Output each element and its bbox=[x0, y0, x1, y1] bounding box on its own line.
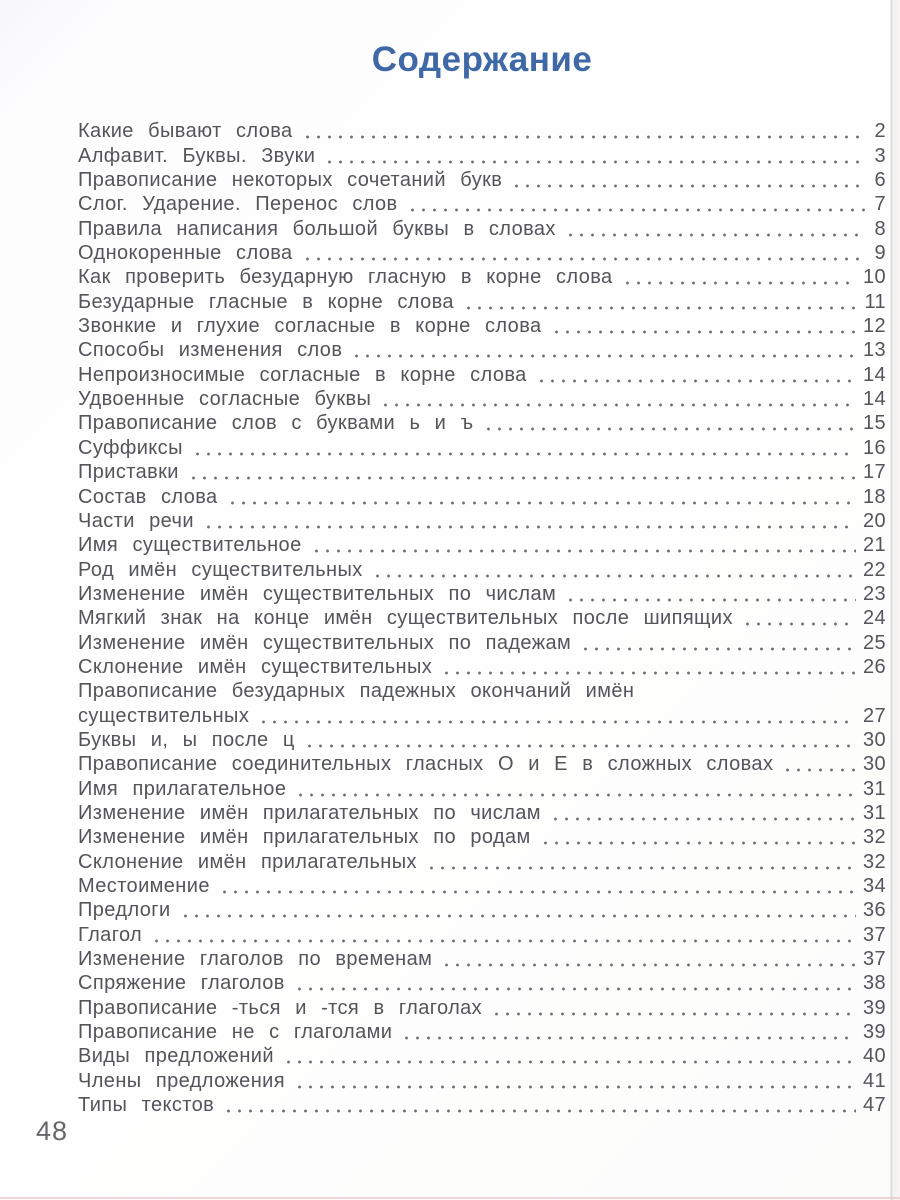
toc-entry-title: Имя существительное bbox=[78, 534, 302, 557]
toc-entry-page: 37 bbox=[862, 948, 886, 971]
toc-entry-title: Правописание соединительных гласных О и Е в сложных словах bbox=[78, 753, 774, 776]
toc-entry-title: Алфавит. Буквы. Звуки bbox=[78, 144, 316, 167]
toc-leader-dots bbox=[258, 720, 856, 724]
toc-leader-dots bbox=[483, 427, 856, 431]
toc-entry bbox=[78, 411, 886, 435]
toc-entry-page: 47 bbox=[862, 1094, 886, 1117]
toc-entry-title: Правила написания большой буквы в словах bbox=[78, 217, 556, 240]
toc-entry bbox=[78, 533, 886, 557]
toc-entry bbox=[78, 679, 886, 703]
toc-leader-dots bbox=[223, 1109, 856, 1113]
toc-leader-dots bbox=[192, 452, 856, 456]
toc-entry bbox=[78, 703, 886, 727]
toc-entry-title: Удвоенные согласные буквы bbox=[78, 388, 372, 411]
toc-entry-title: Какие бывают слова bbox=[78, 120, 293, 143]
toc-entry-title: Местоимение bbox=[78, 875, 210, 897]
toc-leader-dots bbox=[463, 306, 858, 310]
toc-leader-dots bbox=[565, 598, 856, 602]
toc-entry-title: Буквы и, ы после ц bbox=[78, 728, 295, 751]
toc-entry-page: 25 bbox=[862, 631, 886, 654]
toc-entry bbox=[78, 971, 886, 995]
toc-entry bbox=[78, 119, 886, 143]
toc-entry bbox=[78, 168, 886, 192]
toc-leader-dots bbox=[180, 914, 856, 918]
toc-leader-dots bbox=[203, 525, 856, 529]
toc-entry-page: 11 bbox=[864, 290, 886, 313]
toc-entry-title: Имя прилагательное bbox=[78, 777, 287, 800]
toc-entry-title: Изменение имён существительных по числам bbox=[78, 582, 557, 605]
toc-leader-dots bbox=[380, 403, 856, 407]
page-title: Содержание bbox=[371, 40, 593, 79]
toc-entry bbox=[78, 752, 886, 776]
toc-entry-page: 39 bbox=[862, 1021, 886, 1044]
toc-leader-dots bbox=[782, 768, 856, 772]
toc-entry-page: 20 bbox=[862, 509, 886, 532]
toc-entry bbox=[78, 338, 886, 362]
toc-list bbox=[78, 119, 886, 1117]
toc-entry-title: Типы текстов bbox=[78, 1094, 215, 1117]
toc-entry-page: 9 bbox=[874, 242, 886, 265]
toc-entry-title: Спряжение глаголов bbox=[78, 972, 285, 995]
page-edge-shadow bbox=[890, 0, 900, 1200]
toc-entry bbox=[78, 898, 886, 922]
toc-entry-page: 3 bbox=[874, 144, 886, 167]
toc-leader-dots bbox=[401, 1036, 856, 1040]
toc-entry-title: Состав слова bbox=[78, 485, 218, 508]
toc-leader-dots bbox=[540, 841, 856, 845]
toc-leader-dots bbox=[407, 208, 865, 212]
toc-entry-title: Склонение имён прилагательных bbox=[78, 850, 417, 873]
toc-entry-page: 2 bbox=[874, 120, 886, 143]
toc-entry-title: Изменение имён прилагательных по числам bbox=[78, 801, 541, 824]
toc-leader-dots bbox=[580, 647, 856, 651]
toc-entry-title: Члены предложения bbox=[78, 1069, 285, 1092]
toc-entry-page: 22 bbox=[862, 558, 886, 581]
toc-entry-page: 31 bbox=[862, 801, 886, 824]
toc-entry bbox=[78, 314, 886, 338]
toc-leader-dots bbox=[536, 379, 856, 383]
toc-entry bbox=[78, 265, 886, 289]
page-number: 48 bbox=[36, 1116, 69, 1146]
toc-entry bbox=[78, 289, 886, 313]
toc-entry-title: Безударные гласные в корне слова bbox=[78, 290, 454, 313]
toc-entry-page: 6 bbox=[874, 169, 886, 192]
toc-entry-page: 13 bbox=[862, 339, 886, 362]
toc-entry-title: Приставки bbox=[78, 461, 179, 484]
toc-leader-dots bbox=[441, 963, 856, 967]
toc-entry-title: существительных bbox=[78, 704, 250, 727]
toc-entry-page: 30 bbox=[862, 753, 886, 776]
toc-entry bbox=[78, 1093, 886, 1117]
toc-leader-dots bbox=[188, 476, 856, 480]
toc-entry bbox=[78, 484, 886, 508]
toc-entry-page: 21 bbox=[862, 534, 886, 557]
toc-entry bbox=[78, 1020, 886, 1044]
toc-leader-dots bbox=[622, 281, 856, 285]
toc-entry-page: 24 bbox=[862, 607, 886, 630]
toc-entry-title: Склонение имён существительных bbox=[78, 655, 433, 678]
toc-entry-page: 30 bbox=[862, 728, 886, 751]
toc-entry bbox=[78, 241, 886, 265]
toc-entry-page: 38 bbox=[862, 972, 886, 995]
toc-leader-dots bbox=[511, 184, 865, 188]
toc-entry bbox=[78, 192, 886, 216]
toc-entry-page: 23 bbox=[862, 582, 886, 605]
toc-entry bbox=[78, 387, 886, 411]
toc-entry-page: 37 bbox=[862, 923, 886, 946]
toc-leader-dots bbox=[351, 354, 856, 358]
toc-leader-dots bbox=[304, 744, 856, 748]
toc-entry-page: 36 bbox=[862, 899, 886, 922]
toc-entry-title: Непроизносимые согласные в корне слова bbox=[78, 363, 527, 386]
toc-leader-dots bbox=[551, 330, 856, 334]
toc-entry bbox=[78, 922, 886, 946]
toc-leader-dots bbox=[302, 135, 865, 139]
toc-entry bbox=[78, 1044, 886, 1068]
toc-entry bbox=[78, 947, 886, 971]
toc-entry-title: Суффиксы bbox=[78, 436, 183, 459]
toc-entry bbox=[78, 849, 886, 873]
toc-entry bbox=[78, 606, 886, 630]
toc-entry-title: Предлоги bbox=[78, 899, 171, 922]
toc-leader-dots bbox=[151, 939, 856, 943]
toc-entry-title: Правописание -ться и -тся в глаголах bbox=[78, 996, 483, 1019]
toc-entry-page: 16 bbox=[862, 436, 886, 459]
toc-entry-page: 10 bbox=[862, 266, 886, 289]
toc-entry-title: Однокоренные слова bbox=[78, 242, 293, 265]
toc-entry bbox=[78, 216, 886, 240]
toc-entry-title: Изменение имён прилагательных по родам bbox=[78, 826, 531, 849]
toc-entry-title: Правописание слов с буквами ь и ъ bbox=[78, 412, 474, 435]
toc-entry-page: 17 bbox=[862, 461, 886, 484]
toc-entry-page: 39 bbox=[862, 996, 886, 1019]
toc-entry bbox=[78, 460, 886, 484]
toc-leader-dots bbox=[227, 501, 856, 505]
toc-entry-page: 14 bbox=[862, 363, 886, 386]
toc-leader-dots bbox=[294, 1085, 856, 1089]
toc-entry bbox=[78, 776, 886, 800]
toc-entry-page: 7 bbox=[874, 193, 886, 216]
toc-entry bbox=[78, 582, 886, 606]
toc-entry-title: Изменение глаголов по временам bbox=[78, 948, 433, 971]
toc-entry-page: 14 bbox=[862, 388, 886, 411]
toc-entry bbox=[78, 435, 886, 459]
toc-entry-page: 41 bbox=[862, 1069, 886, 1092]
toc-entry-page: 32 bbox=[862, 850, 886, 873]
toc-entry bbox=[78, 557, 886, 581]
toc-entry-page: 15 bbox=[862, 412, 886, 435]
toc-entry-page: 27 bbox=[862, 704, 886, 727]
toc-entry bbox=[78, 509, 886, 533]
toc-leader-dots bbox=[295, 793, 856, 797]
toc-entry bbox=[78, 995, 886, 1019]
toc-leader-dots bbox=[324, 160, 865, 164]
toc-entry-page: 34 bbox=[862, 875, 886, 897]
toc-entry-title: Звонкие и глухие согласные в корне слова bbox=[78, 315, 542, 338]
toc-entry bbox=[78, 825, 886, 849]
toc-entry-page: 31 bbox=[862, 777, 886, 800]
toc-entry bbox=[78, 630, 886, 654]
toc-leader-dots bbox=[283, 1060, 856, 1064]
toc-entry-title: Глагол bbox=[78, 923, 143, 946]
toc-entry-title: Правописание безударных падежных окончаний имён bbox=[78, 680, 635, 703]
toc-entry-title: Виды предложений bbox=[78, 1045, 274, 1068]
toc-leader-dots bbox=[294, 987, 856, 991]
scan-edge-line bbox=[0, 1197, 900, 1199]
toc-entry bbox=[78, 874, 886, 898]
toc-leader-dots bbox=[219, 890, 856, 894]
toc-leader-dots bbox=[311, 549, 856, 553]
toc-leader-dots bbox=[302, 257, 865, 261]
toc-leader-dots bbox=[565, 233, 865, 237]
toc-leader-dots bbox=[550, 817, 856, 821]
toc-leader-dots bbox=[491, 1012, 856, 1016]
toc-leader-dots bbox=[372, 574, 856, 578]
toc-entry-page: 40 bbox=[862, 1045, 886, 1068]
toc-entry bbox=[78, 655, 886, 679]
toc-entry-title: Правописание не с глаголами bbox=[78, 1021, 393, 1044]
toc-entry-title: Как проверить безударную гласную в корне слова bbox=[78, 266, 613, 289]
toc-entry bbox=[78, 1068, 886, 1092]
toc-entry-page: 8 bbox=[874, 217, 886, 240]
toc-entry-title: Род имён существительных bbox=[78, 558, 363, 581]
toc-entry-title: Правописание некоторых сочетаний букв bbox=[78, 169, 503, 192]
toc-entry-page: 12 bbox=[862, 315, 886, 338]
toc-entry-page: 32 bbox=[862, 826, 886, 849]
toc-leader-dots bbox=[441, 671, 856, 675]
toc-entry bbox=[78, 728, 886, 752]
toc-entry-page: 18 bbox=[862, 485, 886, 508]
toc-entry-title: Изменение имён существительных по падежам bbox=[78, 631, 572, 654]
toc-entry-title: Слог. Ударение. Перенос слов bbox=[78, 193, 398, 216]
toc-entry bbox=[78, 143, 886, 167]
toc-entry-title: Мягкий знак на конце имён существительных после шипящих bbox=[78, 607, 733, 630]
toc-entry-page: 26 bbox=[862, 655, 886, 678]
toc-entry-title: Части речи bbox=[78, 509, 194, 532]
toc-leader-dots bbox=[426, 866, 856, 870]
toc-leader-dots bbox=[742, 622, 856, 626]
toc-entry bbox=[78, 362, 886, 386]
toc-entry bbox=[78, 801, 886, 825]
toc-entry-title: Способы изменения слов bbox=[78, 339, 343, 362]
